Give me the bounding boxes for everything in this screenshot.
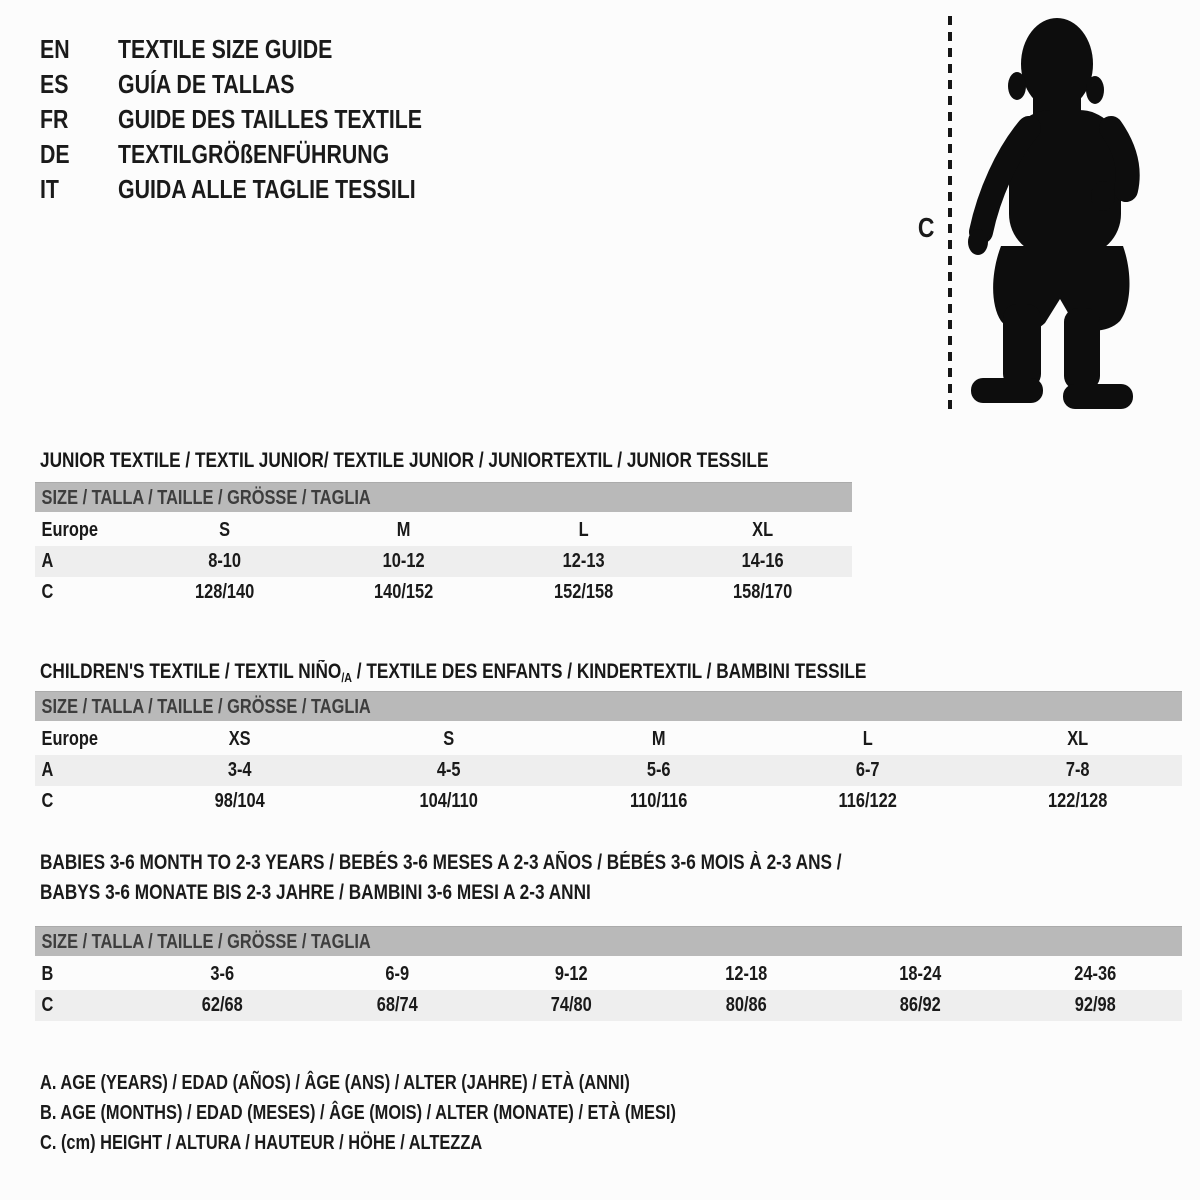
- table-cell: 104/110: [419, 790, 479, 812]
- table-cell: 80/86: [725, 994, 767, 1016]
- table-cell: 12-18: [724, 963, 767, 985]
- row-label: C: [41, 790, 54, 812]
- table-cell: 5-6: [646, 759, 671, 781]
- column-header: L: [578, 519, 589, 541]
- column-header: M: [397, 519, 411, 541]
- table-cell: 3-4: [227, 759, 252, 781]
- lang-code: FR: [40, 104, 69, 134]
- table-cell: 18-24: [899, 963, 942, 985]
- legend-height-cm: C. (cm) HEIGHT / ALTURA / HAUTEUR / HÖHE / ALTEZZA: [40, 1132, 483, 1154]
- size-header-label: SIZE / TALLA / TAILLE / GRÖSSE / TAGLIA: [41, 696, 371, 718]
- row-label: C: [41, 581, 54, 603]
- column-header: Europe: [41, 728, 99, 750]
- nino-a-subscript: /A: [341, 670, 352, 686]
- junior-size-table: [35, 482, 852, 608]
- babies-row-months: [35, 959, 1182, 990]
- table-cell: 7-8: [1065, 759, 1090, 781]
- size-header-bar: [35, 691, 1182, 721]
- lang-code: IT: [40, 174, 59, 204]
- column-header: XL: [751, 519, 773, 541]
- junior-row-height: [35, 577, 852, 608]
- table-cell: 10-12: [382, 550, 425, 572]
- height-dashed-line: [948, 16, 952, 416]
- column-header: XL: [1066, 728, 1088, 750]
- children-row-height: [35, 786, 1182, 817]
- table-cell: 116/122: [838, 790, 898, 812]
- column-header: Europe: [41, 519, 99, 541]
- table-cell: 152/158: [553, 581, 613, 603]
- table-cell: 8-10: [208, 550, 242, 572]
- lang-title: GUÍA DE TALLAS: [118, 69, 295, 99]
- table-cell: 12-13: [562, 550, 605, 572]
- table-cell: 140/152: [374, 581, 434, 603]
- column-header: S: [219, 519, 231, 541]
- column-header: XS: [228, 728, 251, 750]
- junior-section-title: JUNIOR TEXTILE / TEXTIL JUNIOR/ TEXTILE JUNIOR / JUNIORTEXTIL / JUNIOR TESSILE: [40, 449, 769, 473]
- table-cell: 92/98: [1074, 994, 1116, 1016]
- table-cell: 86/92: [899, 994, 941, 1016]
- legend-age-years: A. AGE (YEARS) / EDAD (AÑOS) / ÂGE (ANS) / ALTER (JAHRE) / ETÀ (ANNI): [40, 1072, 630, 1094]
- row-label: B: [41, 963, 54, 985]
- babies-section-title: BABIES 3-6 MONTH TO 2-3 YEARS / BEBÉS 3-6 MESES A 2-3 AÑOS / BÉBÉS 3-6 MOIS À 2-3 ANS / BABYS 3-6 MONATE BIS 2-3 JAHRE / BAMBINI 3-6 MESI A 2-3 ANNI: [40, 851, 842, 904]
- table-cell: 3-6: [210, 963, 235, 985]
- table-cell: 68/74: [376, 994, 418, 1016]
- table-cell: 110/116: [629, 790, 688, 812]
- measure-legend: [40, 1068, 816, 1158]
- column-header: M: [651, 728, 666, 750]
- lang-title: TEXTILGRÖßENFÜHRUNG: [118, 139, 390, 169]
- lang-code: EN: [40, 34, 70, 64]
- table-cell: 24-36: [1073, 963, 1116, 985]
- size-header-bar: [35, 926, 1182, 956]
- junior-row-age: [35, 546, 852, 577]
- table-cell: 6-7: [856, 759, 880, 781]
- lang-code: DE: [40, 139, 70, 169]
- children-section-title: CHILDREN'S TEXTILE / TEXTIL $NIÑO_{/A}$ / TEXTILE DES ENFANTS / KINDERTEXTIL / BAMBINI TESSILE: [40, 660, 867, 686]
- lang-title: TEXTILE SIZE GUIDE: [118, 34, 333, 64]
- children-row-age: [35, 755, 1182, 786]
- table-cell: 158/170: [732, 581, 793, 603]
- babies-row-height: [35, 990, 1182, 1021]
- row-label: C: [41, 994, 54, 1016]
- toddler-silhouette-icon: [963, 16, 1140, 418]
- height-measure-label: C: [917, 212, 935, 243]
- table-cell: 14-16: [741, 550, 784, 572]
- height-measure-figure: [0, 0, 1200, 440]
- size-header-bar: [35, 482, 852, 512]
- lang-title: GUIDE DES TAILLES TEXTILE: [118, 104, 423, 134]
- lang-code: ES: [40, 69, 69, 99]
- column-header: L: [862, 728, 873, 750]
- table-cell: 98/104: [214, 790, 265, 812]
- children-columns-row: [35, 724, 1182, 755]
- table-cell: 9-12: [554, 963, 588, 985]
- table-cell: 122/128: [1047, 790, 1107, 812]
- row-label: A: [41, 759, 54, 781]
- column-header: S: [443, 728, 455, 750]
- children-size-table: [35, 691, 1182, 817]
- table-cell: 6-9: [384, 963, 409, 985]
- table-cell: 74/80: [550, 994, 592, 1016]
- junior-columns-row: [35, 515, 852, 546]
- table-cell: 128/140: [194, 581, 255, 603]
- size-header-label: SIZE / TALLA / TAILLE / GRÖSSE / TAGLIA: [41, 931, 371, 953]
- size-header-label: SIZE / TALLA / TAILLE / GRÖSSE / TAGLIA: [41, 487, 371, 509]
- table-cell: 62/68: [201, 994, 243, 1016]
- babies-size-table: [35, 926, 1182, 1021]
- legend-age-months: B. AGE (MONTHS) / EDAD (MESES) / ÂGE (MOIS) / ALTER (MONATE) / ETÀ (MESI): [40, 1102, 676, 1124]
- table-cell: 4-5: [437, 759, 461, 781]
- lang-title: GUIDA ALLE TAGLIE TESSILI: [118, 174, 416, 204]
- row-label: A: [41, 550, 54, 572]
